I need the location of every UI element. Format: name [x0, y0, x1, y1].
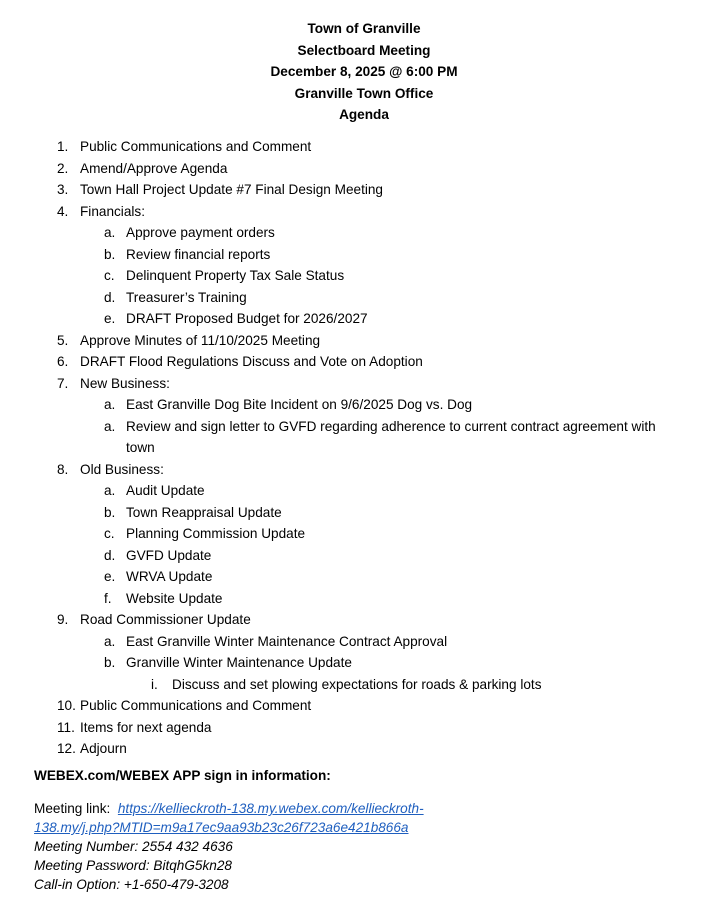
agenda-item-number: a.: [104, 483, 116, 498]
agenda-item-text: Review and sign letter to GVFD regarding adherence to current contract agreement with town: [126, 418, 656, 455]
webex-info: [34, 799, 474, 894]
agenda-item: [0, 158, 710, 180]
agenda-item-text: Planning Commission Update: [126, 526, 306, 541]
webex-heading: WEBEX.com/WEBEX APP sign in information:: [34, 768, 331, 783]
agenda-item-text: Adjourn: [80, 741, 127, 756]
agenda-item-text: DRAFT Flood Regulations Discuss and Vote on Adoption: [80, 354, 423, 369]
agenda-item-number: a.: [104, 418, 116, 434]
agenda-item-text: Public Communications and Comment: [80, 698, 312, 713]
agenda-item-number: e.: [104, 569, 116, 584]
agenda-item-text: Amend/Approve Agenda: [80, 160, 228, 176]
agenda-item-number: 7.: [57, 375, 69, 391]
agenda-item: [0, 222, 710, 244]
agenda-item: [0, 717, 710, 739]
agenda-item-number: 10.: [57, 698, 76, 713]
agenda-item-text: Website Update: [126, 590, 223, 606]
agenda-item-number: i.: [151, 676, 158, 692]
agenda-item: [0, 179, 710, 201]
agenda-item: [0, 480, 710, 502]
meeting-link-row: [34, 799, 474, 837]
agenda-item: [0, 308, 710, 330]
agenda-item: [0, 588, 710, 610]
agenda-item-text: Items for next agenda: [80, 719, 212, 735]
agenda-item-number: 12.: [57, 741, 76, 756]
agenda-item: [0, 287, 710, 309]
town-name: Town of Granville: [307, 21, 421, 36]
meeting-number: Meeting Number: 2554 432 4636: [34, 839, 233, 854]
agenda-item-number: 9.: [57, 612, 69, 627]
agenda-item-text: WRVA Update: [126, 569, 213, 584]
agenda-item: [0, 394, 710, 416]
agenda-item-text: Public Communications and Comment: [80, 139, 312, 154]
agenda-item-number: d.: [104, 289, 116, 305]
agenda-item-number: c.: [104, 526, 115, 541]
agenda-item-text: Granville Winter Maintenance Update: [126, 655, 352, 670]
agenda-item-text: East Granville Dog Bite Incident on 9/6/2025 Dog vs. Dog: [126, 397, 473, 412]
agenda-item-number: b.: [104, 246, 116, 262]
agenda-item-number: 8.: [57, 461, 69, 477]
agenda-item-text: Review financial reports: [126, 246, 271, 262]
agenda-item: [0, 674, 710, 696]
agenda-item: [0, 201, 710, 223]
document-header: [0, 18, 710, 126]
agenda-item-number: d.: [104, 547, 116, 563]
agenda-item: [0, 136, 710, 158]
agenda-item-text: Road Commissioner Update: [80, 612, 251, 627]
agenda-item-text: Financials:: [80, 203, 145, 219]
agenda-item-text: GVFD Update: [126, 547, 212, 563]
agenda-item: [0, 373, 710, 395]
agenda-item: [0, 631, 710, 653]
agenda-item-number: 3.: [57, 182, 69, 197]
meeting-datetime: December 8, 2025 @ 6:00 PM: [270, 64, 458, 79]
agenda-item-number: f.: [104, 590, 112, 606]
meeting-link[interactable]: https://kellieckroth-138.my.webex.com/kellieckroth-138.my/j.php?MTID=m9a17ec9aa93b23c26f723a6e421b866a: [34, 801, 424, 835]
agenda-item: [0, 244, 710, 266]
agenda-item: [0, 502, 710, 524]
agenda-item: [0, 330, 710, 352]
agenda-item-number: b.: [104, 655, 116, 670]
agenda-item-number: a.: [104, 633, 116, 649]
agenda-item-number: 11.: [57, 719, 75, 735]
agenda-item-number: a.: [104, 225, 116, 240]
agenda-item: [0, 652, 710, 674]
agenda-item-text: Town Hall Project Update #7 Final Design Meeting: [80, 182, 383, 197]
agenda-item: [0, 545, 710, 567]
agenda-item: [0, 265, 710, 287]
agenda-item-text: Old Business:: [80, 461, 164, 477]
agenda-item-text: East Granville Winter Maintenance Contract Approval: [126, 633, 448, 649]
agenda-item: [0, 523, 710, 545]
meeting-password: Meeting Password: BitqhG5kn28: [34, 858, 232, 873]
agenda-item: [0, 351, 710, 373]
agenda-item: [0, 459, 710, 481]
agenda-item: [0, 609, 710, 631]
agenda-item-number: 2.: [57, 160, 69, 176]
agenda-list: [0, 136, 710, 760]
call-in-option: Call-in Option: +1-650-479-3208: [34, 877, 229, 892]
agenda-item-number: c.: [104, 268, 115, 283]
agenda-item: [0, 566, 710, 588]
agenda-item-text: New Business:: [80, 375, 170, 391]
agenda-item-text: Delinquent Property Tax Sale Status: [126, 268, 345, 283]
agenda-item-number: e.: [104, 311, 116, 326]
agenda-item-text: Discuss and set plowing expectations for roads & parking lots: [172, 676, 542, 692]
agenda-item-text: Approve Minutes of 11/10/2025 Meeting: [80, 332, 321, 348]
agenda-item-text: Treasurer’s Training: [126, 289, 247, 305]
meeting-link-label: Meeting link:: [34, 801, 111, 816]
document-title: Agenda: [339, 107, 389, 122]
agenda-item-text: DRAFT Proposed Budget for 2026/2027: [126, 311, 368, 326]
agenda-item-number: 4.: [57, 203, 69, 219]
agenda-item-number: b.: [104, 504, 116, 520]
agenda-item-number: 6.: [57, 354, 69, 369]
meeting-location: Granville Town Office: [294, 85, 434, 101]
agenda-item-number: 5.: [57, 332, 69, 348]
agenda-item-number: a.: [104, 397, 116, 412]
agenda-item: [0, 738, 710, 760]
meeting-type: Selectboard Meeting: [297, 42, 431, 58]
agenda-item-text: Town Reappraisal Update: [126, 504, 282, 520]
agenda-item: [0, 695, 710, 717]
agenda-item: [0, 416, 710, 459]
agenda-item-text: Approve payment orders: [126, 225, 275, 240]
agenda-item-text: Audit Update: [126, 483, 205, 498]
agenda-item-number: 1.: [57, 139, 69, 154]
